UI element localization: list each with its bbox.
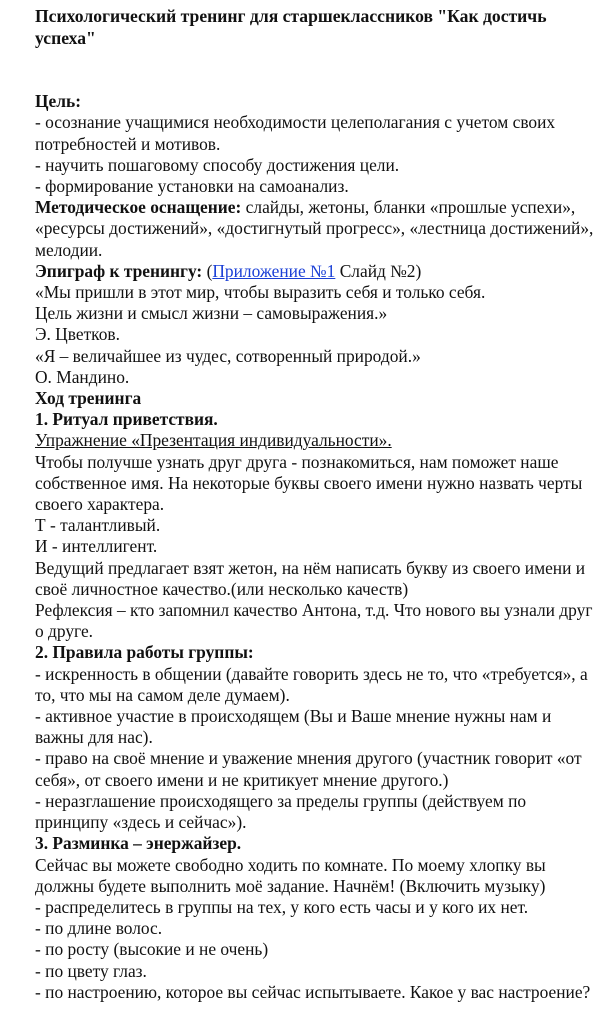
rule-item: - право на своё мнение и уважение мнения другого (участник говорит «от себя», от своего имени и не критикует мнение другого.)	[35, 748, 582, 790]
section1-heading: 1. Ритуал приветствия.	[35, 409, 218, 430]
task-item: - распределитесь в группы на тех, у кого есть часы и у кого их нет.	[35, 896, 529, 917]
quote-author: Э. Цветков.	[35, 324, 120, 345]
epigraph-open: (	[202, 260, 213, 281]
equipment-text: слайды, жетоны, бланки «прошлые успехи», «ресурсы достижений», «достигнутый прогресс», «лестница достижений», мелодии.	[35, 197, 594, 260]
section1-paragraph: Рефлексия – кто запомнил качество Антона, т.д. Что нового вы узнали друг о друге.	[35, 600, 593, 642]
trait-line: Т - талантливый.	[35, 515, 161, 536]
goal-item: - формирование установки на самоанализ.	[35, 176, 349, 196]
exercise-title: Упражнение «Презентация индивидуальности».	[35, 430, 392, 451]
section1-paragraph: Чтобы получше узнать друг друга - познакомиться, нам поможет наше собственное имя. На некоторые буквы своего имени нужно назвать черты своего характера.	[35, 451, 583, 515]
task-item: - по росту (высокие и не очень)	[35, 939, 269, 960]
spacer	[35, 49, 595, 91]
quote-author: О. Мандино.	[35, 366, 130, 387]
task-item: - по длине волос.	[35, 918, 163, 939]
epigraph-slide: Слайд №2)	[335, 260, 422, 281]
rule-item: - искренность в общении (давайте говорить здесь не то, что «требуется», а то, что мы на самом деле думаем).	[35, 663, 588, 705]
epigraph-label: Эпиграф к тренингу:	[35, 260, 203, 281]
section2-heading: 2. Правила работы группы:	[35, 642, 254, 663]
appendix-link[interactable]: Приложение №1	[212, 260, 336, 281]
task-item: - по настроению, которое вы сейчас испытываете. Какое у вас настроение?	[35, 981, 591, 1002]
document-body	[35, 6, 595, 1003]
trait-line: И - интеллигент.	[35, 536, 158, 557]
course-heading: Ход тренинга	[35, 388, 142, 409]
equipment-label: Методическое оснащение:	[35, 197, 242, 218]
rule-item: - активное участие в происходящем (Вы и Ваше мнение нужны нам и важны для нас).	[35, 706, 552, 748]
equipment-paragraph	[35, 197, 595, 261]
goal-item: - научить пошаговому способу достижения цели.	[35, 154, 400, 175]
task-item: - по цвету глаз.	[35, 960, 147, 981]
quote-line: «Мы пришли в этот мир, чтобы выразить себя и только себя.	[35, 282, 486, 303]
document-title: Психологический тренинг для старшеклассников "Как достичь успеха"	[35, 6, 547, 48]
rule-item: - неразглашение происходящего за пределы группы (действуем по принципу «здесь и сейчас»).	[35, 790, 527, 833]
quote-line: «Я – величайшее из чудес, сотворенный природой.»	[35, 345, 421, 366]
goal-heading: Цель:	[35, 91, 81, 112]
section3-heading: 3. Разминка – энержайзер.	[35, 833, 242, 854]
goal-item: - осознание учащимися необходимости целеполагания с учетом своих потребностей и мотивов.	[35, 112, 556, 154]
quote-line: Цель жизни и смысл жизни – самовыражения.»	[35, 303, 388, 324]
epigraph-line	[35, 261, 595, 282]
section3-intro: Сейчас вы можете свободно ходить по комнате. По моему хлопку вы должны будете выполнить моё задание. Начнём! (Включить музыку)	[35, 854, 546, 896]
section1-paragraph: Ведущий предлагает взят жетон, на нём написать букву из своего имени и своё личностное качество.(или несколько качеств)	[35, 557, 586, 599]
